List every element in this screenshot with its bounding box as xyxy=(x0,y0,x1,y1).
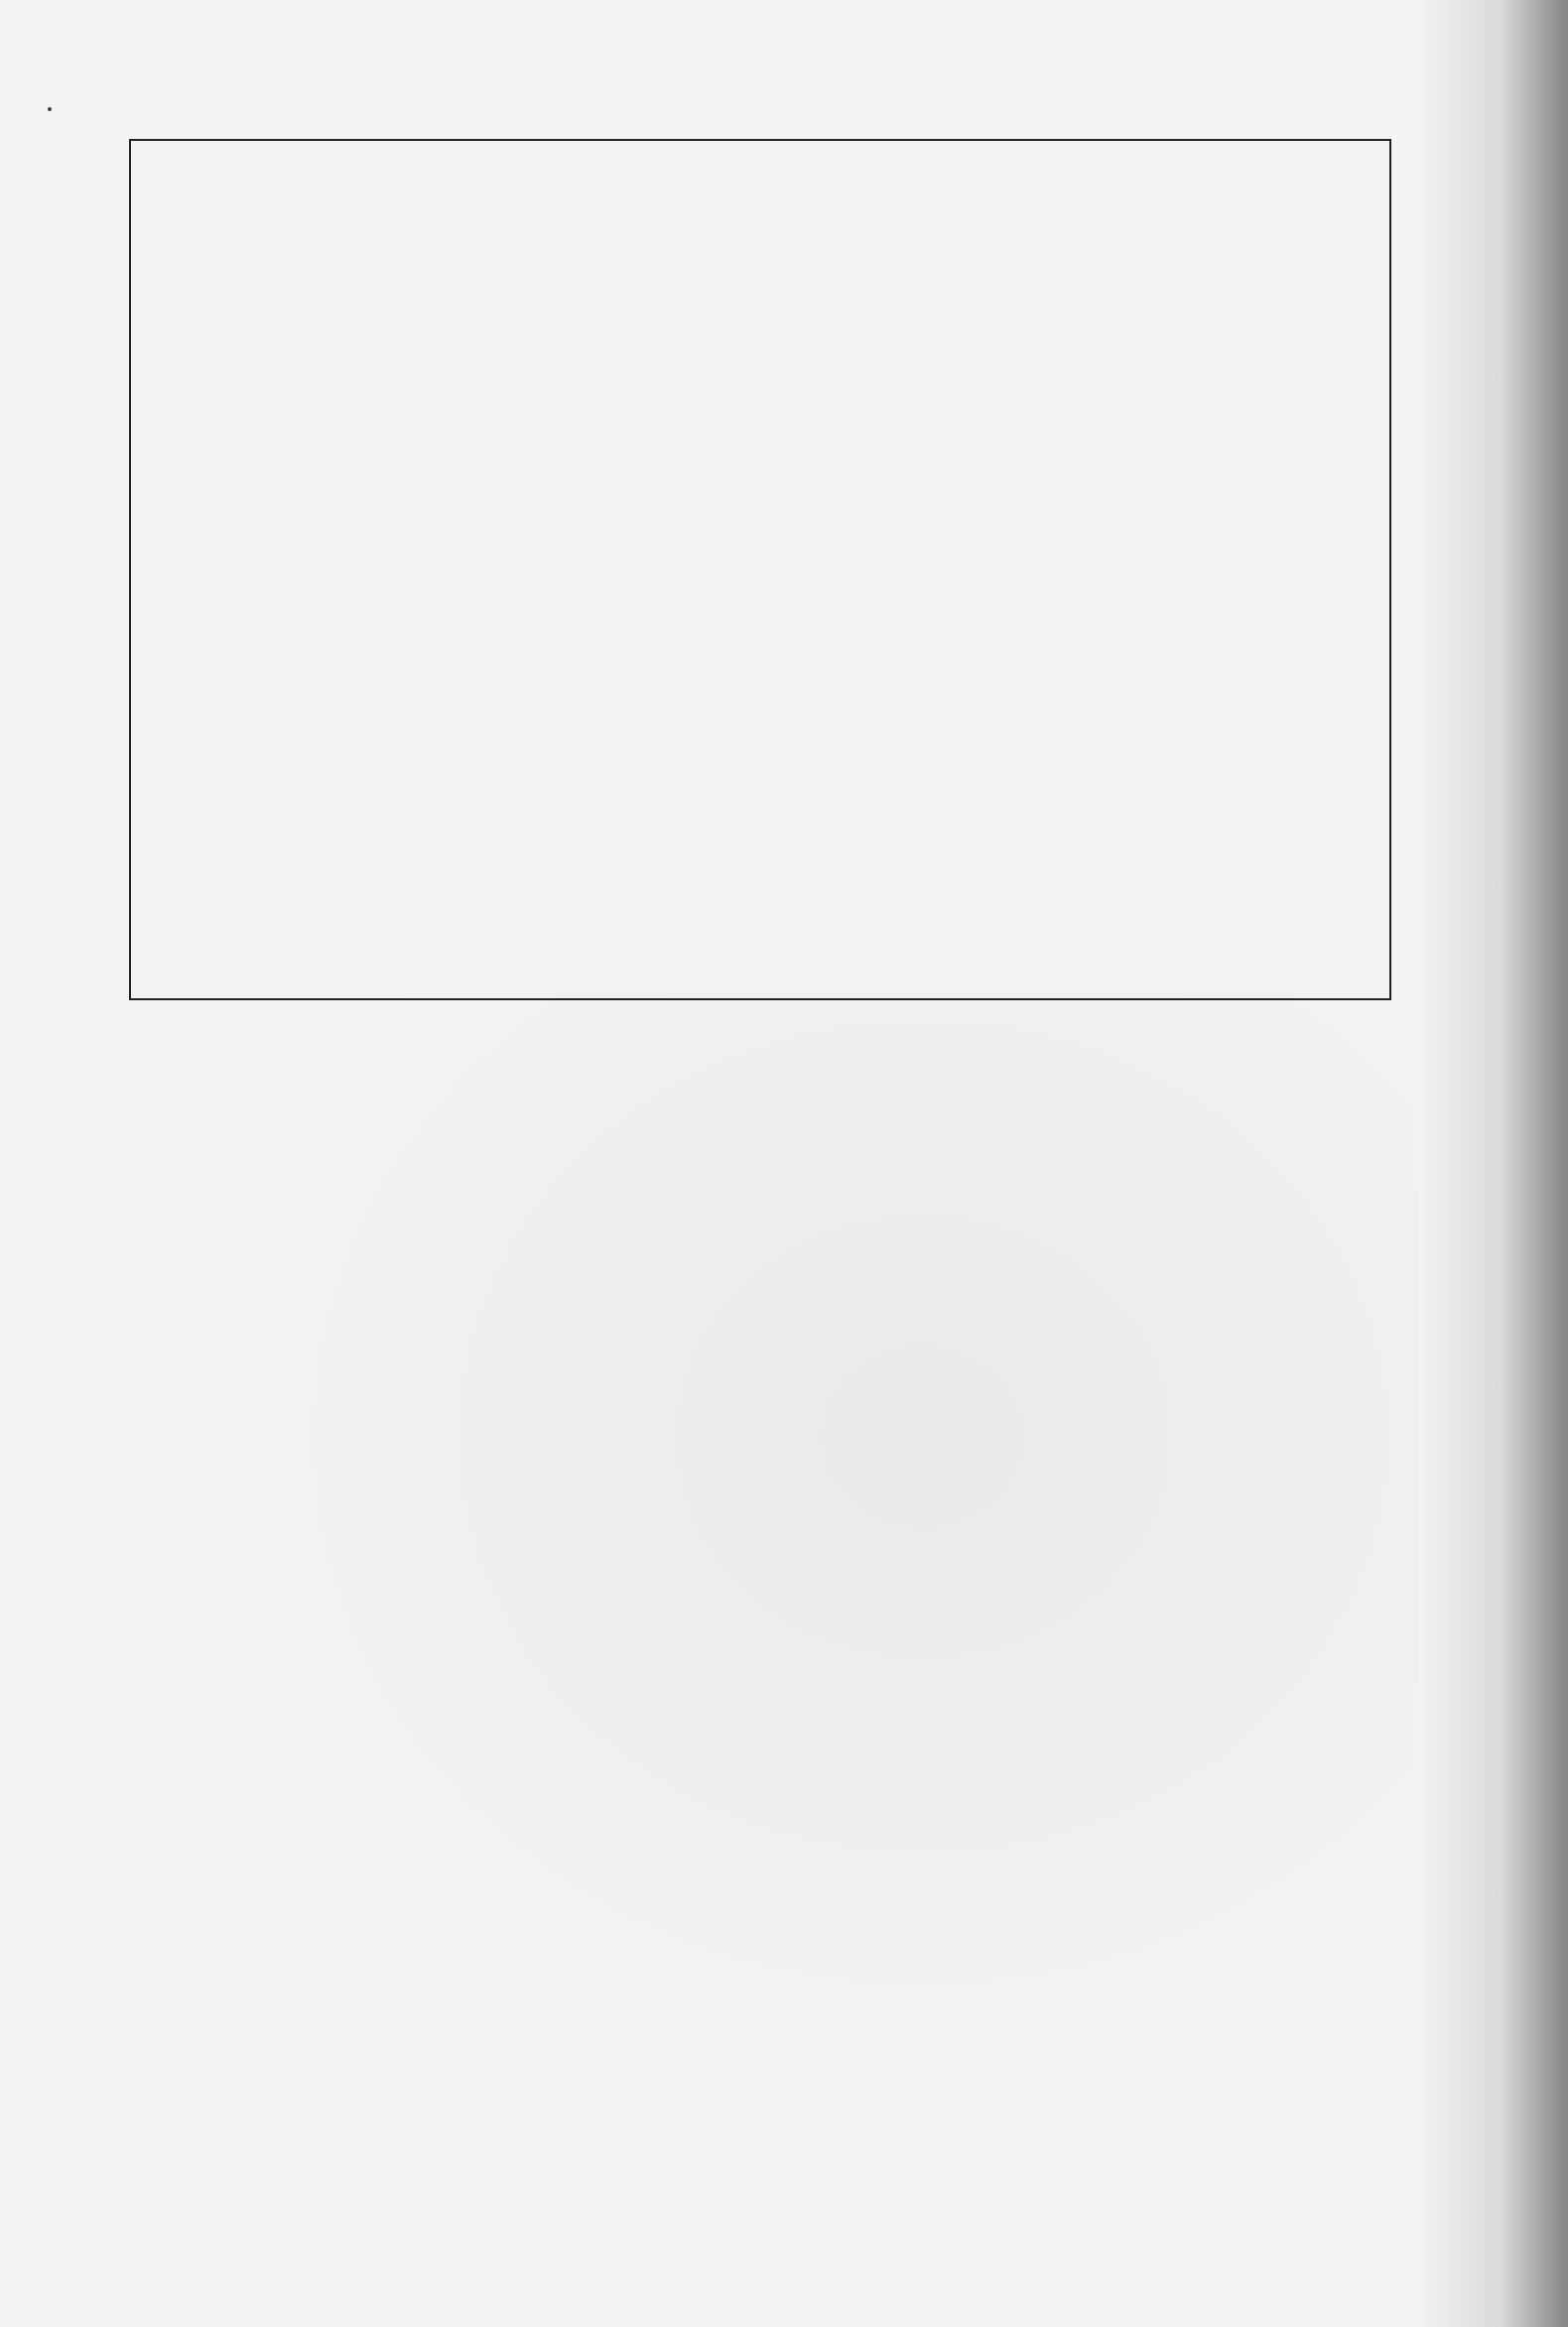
dust-speck xyxy=(48,107,52,111)
page-edge-shadow xyxy=(1419,0,1568,2327)
show-through-shading xyxy=(179,992,1419,2104)
honor-roll-box xyxy=(129,139,1391,1000)
